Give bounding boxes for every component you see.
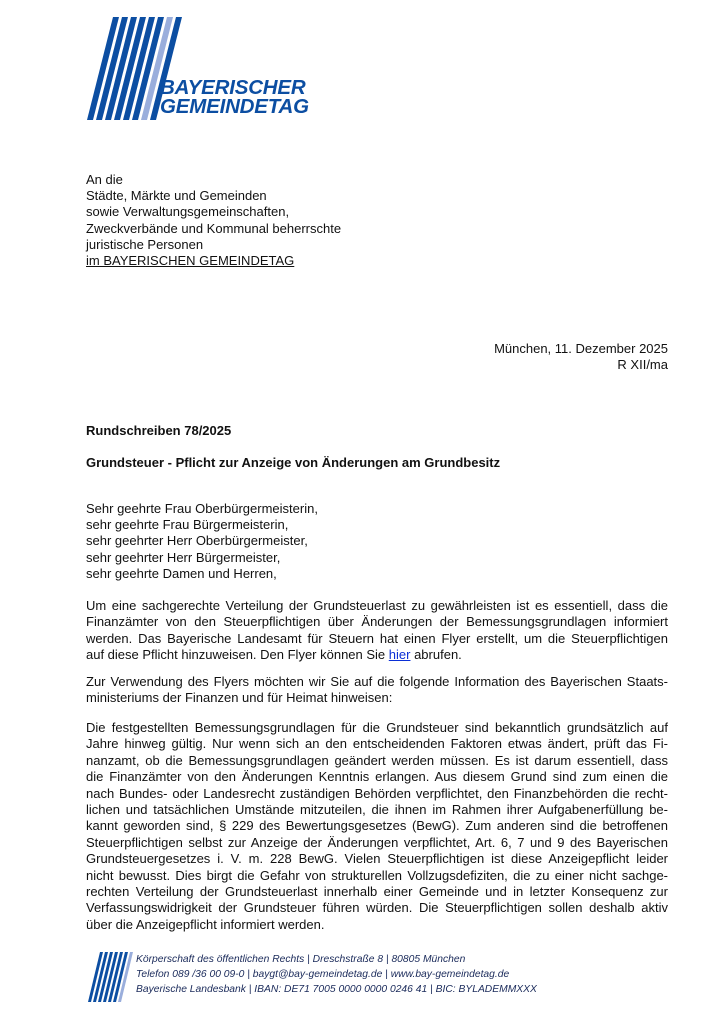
paragraph-line: nicht bewusst. Dies birgt die Gefahr von strukturellen Vollzugsdefiziten, die zu einer nicht sachge-: [86, 867, 668, 883]
paragraph-line: nanzamt, ob die Bemessungsgrundlagen geändert werden müssen. Es ist darum essentiell, dass: [86, 752, 668, 768]
paragraph-line: Finanzämter von den Steuerpflichtigen über Änderungen der Bemessungsgrundlagen informiert: [86, 614, 668, 630]
paragraph-line: Zur Verwendung des Flyers möchten wir Sie auf die folgende Information des Bayerischen Staats-: [86, 674, 668, 689]
address-line: juristische Personen: [86, 236, 204, 252]
recipient-address: [86, 172, 341, 269]
body-paragraph-2: [86, 674, 668, 707]
address-line-underlined: im BAYERISCHEN GEMEINDETAG: [86, 253, 295, 269]
paragraph-line: Jahre hinweg gültig. Nur wenn sich an den entscheidenden Faktoren etwas ändert, prüft das Fi-: [86, 736, 668, 752]
letterhead-footer: [88, 950, 548, 1006]
footer-logo-stripes-icon: [88, 952, 134, 1004]
address-line: Städte, Märkte und Gemeinden: [86, 188, 267, 204]
salutation-line: sehr geehrte Damen und Herren,: [86, 565, 277, 581]
footer-line-contact: Telefon 089 /36 00 09-0 | baygt@bay-gemeindetag.de | www.bay-gemeindetag.de: [136, 969, 510, 980]
footer-line-address: Körperschaft des öffentlichen Rechts | Dreschstraße 8 | 80805 München: [136, 954, 466, 965]
salutation: [86, 501, 318, 582]
flyer-link[interactable]: hier: [388, 647, 411, 663]
paragraph-line: Die festgestellten Bemessungsgrundlagen für die Grundsteuer sind bekanntlich grundsätzlich auf: [86, 720, 668, 735]
paragraph-line: die Finanzämter von den Änderungen Kenntnis erlangen. Aus diesem Grund sind zum einen die: [86, 769, 668, 785]
date-block: [494, 341, 668, 373]
paragraph-line: über die Anzeigepflicht informiert werden.: [86, 916, 325, 932]
paragraph-line: Steuerpflichtigen selbst zur Anzeige der Änderungen verpflichtet, Art. 6, 7 und 9 des Bayerischen: [86, 834, 668, 850]
paragraph-line: nach Bundes- oder Landesrecht zuständigen Behörden verpflichtet, den Finanzbehörden die recht-: [86, 785, 668, 801]
salutation-line: sehr geehrter Herr Oberbürgermeister,: [86, 533, 308, 549]
logo-line2: GEMEINDETAG: [160, 95, 309, 118]
paragraph-line: rechten Verteilung der Grundsteuerlast innerhalb einer Gemeinde und in letzter Konsequenz zur: [86, 884, 668, 900]
body-paragraph-3: [86, 720, 668, 933]
paragraph-line: ministeriums der Finanzen und für Heimat hinweisen:: [86, 690, 393, 706]
footer-line-bank: Bayerische Landesbank | IBAN: DE71 7005 0000 0000 0246 41 | BIC: BYLADEMMXXX: [136, 984, 537, 995]
paragraph-line: lichen und tatsächlichen Umstände mitzuteilen, die ihnen im Rahmen ihrer Aufgabenerfüllung be-: [86, 802, 668, 818]
address-line: sowie Verwaltungsgemeinschaften,: [86, 204, 290, 220]
subject-line: Grundsteuer - Pflicht zur Anzeige von Änderungen am Grundbesitz: [86, 455, 501, 470]
address-line: Zweckverbände und Kommunal beherrschte: [86, 220, 342, 236]
body-paragraph-1: [86, 598, 668, 664]
footer-text: [136, 952, 537, 997]
text-after-link: abrufen.: [410, 647, 462, 663]
salutation-line: sehr geehrter Herr Bürgermeister,: [86, 549, 281, 565]
text-before-link: auf diese Pflicht hinzuweisen. Den Flyer können Sie: [86, 647, 389, 663]
address-line: An die: [86, 172, 123, 187]
paragraph-line: Um eine sachgerechte Verteilung der Grundsteuerlast zu gewährleisten ist es essentiell, dass die: [86, 598, 668, 613]
paragraph-line: kannt geworden sind, § 229 des Bewertungsgesetzes (BewG). Zum anderen sind die betroffenen: [86, 818, 668, 834]
paragraph-line: Grundsteuergesetzes i. V. m. 228 BewG. Vielen Steuerpflichtigen ist diese Anzeigepflicht leider: [86, 851, 668, 867]
paragraph-line: [86, 647, 668, 663]
logo-wordmark: [160, 78, 309, 116]
paragraph-line: werden. Das Bayerische Landesamt für Steuern hat einen Flyer erstellt, um die Steuerpflichtigen: [86, 630, 668, 646]
reference-code: R XII/ma: [617, 357, 668, 373]
bayerischer-gemeindetag-logo: [86, 16, 326, 122]
salutation-line: sehr geehrte Frau Bürgermeisterin,: [86, 517, 289, 533]
paragraph-line: Verfassungswidrigkeit der Grundsteuer führen würden. Die Steuerpflichtigen sollen deshalb aktiv: [86, 900, 668, 916]
salutation-line: Sehr geehrte Frau Oberbürgermeisterin,: [86, 501, 318, 516]
place-date: München, 11. Dezember 2025: [494, 341, 668, 356]
logo-line1: BAYERISCHER: [160, 76, 306, 99]
circular-number: Rundschreiben 78/2025: [86, 423, 232, 438]
